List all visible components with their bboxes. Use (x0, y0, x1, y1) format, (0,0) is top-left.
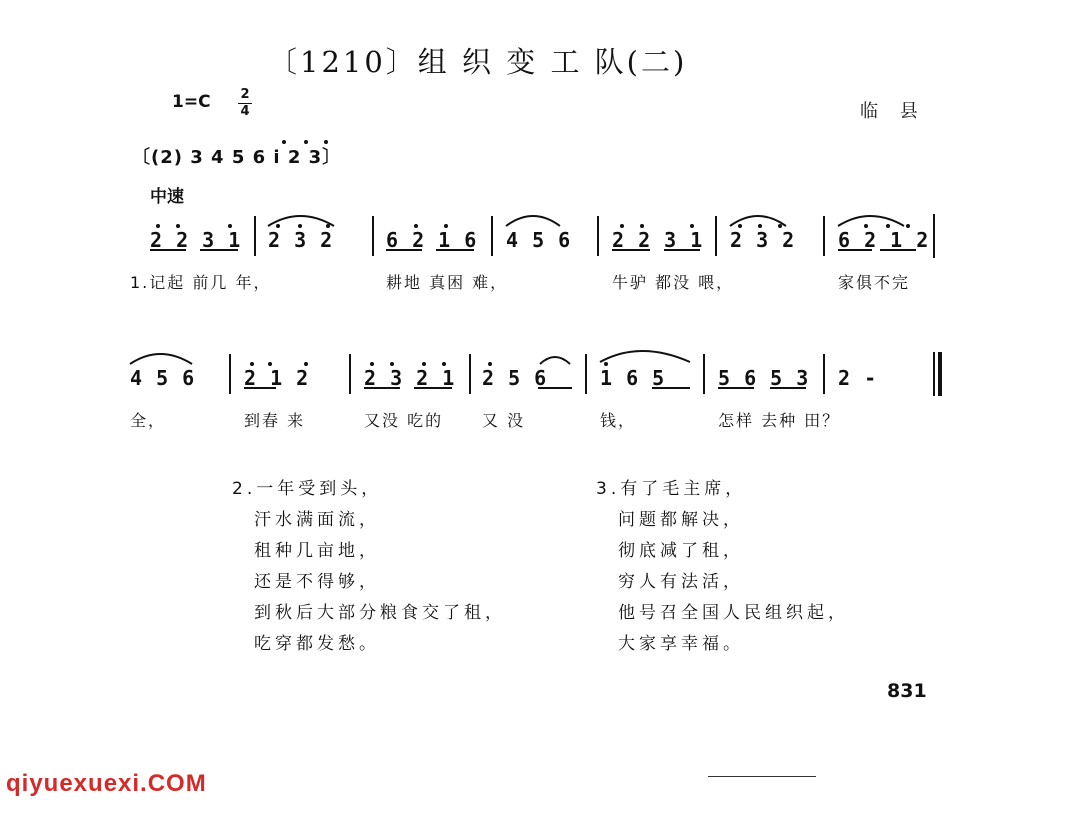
measure-1-4: 4 5 6 (506, 228, 572, 252)
measure-2-5: 1 6 5 (600, 366, 666, 390)
lyric-2-1: 全， (130, 411, 167, 430)
verse-3-line-4: 穷人有法活， (618, 572, 744, 592)
verse-3-line-5: 他号召全国人民组织起， (618, 603, 849, 623)
measure-1-3: 6 2 1 6 (386, 228, 478, 252)
verse-2-line-2: 汗水满面流， (254, 510, 380, 530)
verse-3-line-3: 彻底减了租， (618, 541, 744, 561)
lyric-2-2: 到春 来 (244, 411, 306, 430)
tempo-marking: 中速 (150, 187, 184, 207)
watermark (6, 770, 207, 798)
key-signature: 1=C (172, 92, 211, 112)
verse-3-line-6: 大家享幸福。 (618, 634, 744, 654)
intro-phrase: 〔(2) 3 4 5 6 i 2 3〕 (132, 147, 342, 168)
lyric-1-3: 牛驴 都没 喂， (612, 273, 735, 292)
lyric-2-4: 又 没 (482, 411, 526, 430)
lyric-1-1: 1.记起 前几 年， (130, 273, 272, 292)
measure-1-5: 2 2 3 1 (612, 228, 704, 252)
verse-3 (596, 474, 849, 660)
verse-2-line-5: 到秋后大部分粮食交了租， (254, 603, 506, 623)
measure-1-7: 6 2 1 2 (838, 228, 930, 252)
measure-2-6: 5 6 5 3 (718, 366, 810, 390)
measure-2-2: 2 1 2 (244, 366, 310, 390)
verse-3-line-2: 问题都解决， (618, 510, 744, 530)
measure-1-6: 2 3 2 (730, 228, 796, 252)
lyric-2-5: 钱， (600, 411, 637, 430)
verse-2-line-1: 2.一年受到头， (232, 479, 383, 499)
verse-2-line-3: 租种几亩地， (254, 541, 380, 561)
measure-2-3: 2 3 2 1 (364, 366, 456, 390)
watermark-text: qiyuexuexi.COM (6, 770, 207, 797)
measure-2-4: 2 5 6 (482, 366, 548, 390)
lyric-2-3: 又没 吃的 (364, 411, 444, 430)
verse-2-line-6: 吃穿都发愁。 (254, 634, 380, 654)
measure-1-2: 2 3 2 (268, 228, 334, 252)
footer-rule (708, 776, 816, 777)
lyric-1-4: 家俱不完 (838, 273, 911, 292)
verse-2-line-4: 还是不得够， (254, 572, 380, 592)
song-origin: 临 县 (860, 101, 926, 122)
time-signature-bottom: 4 (240, 104, 250, 119)
time-signature-top: 2 (240, 87, 250, 102)
page-number: 831 (887, 680, 927, 702)
measure-2-1: 4 5 6 (130, 366, 196, 390)
verse-2 (232, 474, 506, 660)
lyric-2-6: 怎样 去种 田？ (718, 411, 841, 430)
measure-2-7: 2 - (838, 366, 878, 390)
song-title: 〔1210〕组 织 变 工 队(二) (268, 45, 688, 79)
measure-1-1: 2 2 3 1 (150, 228, 242, 252)
verse-3-line-1: 3.有了毛主席， (596, 479, 747, 499)
lyric-1-2: 耕地 真困 难， (386, 273, 509, 292)
